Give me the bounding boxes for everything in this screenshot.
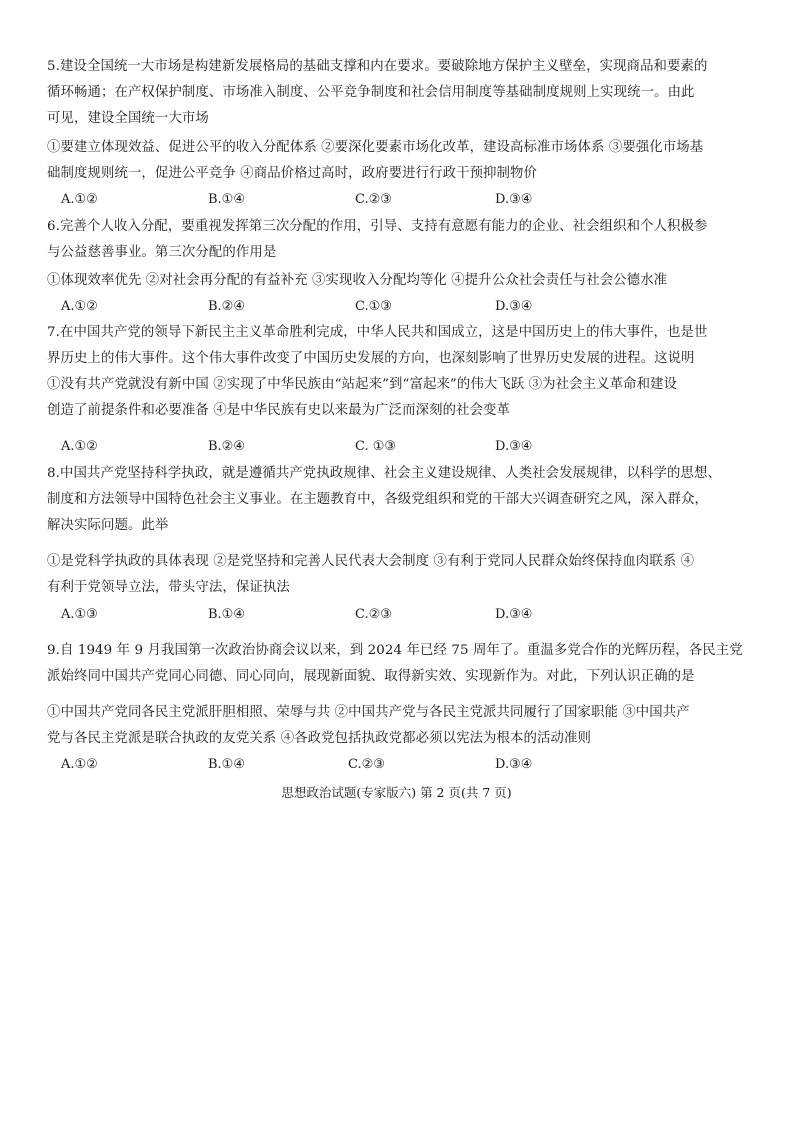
option-b: B.①④ [208, 607, 245, 622]
option-a: A.①③ [61, 607, 98, 622]
option-c: C.①③ [355, 299, 392, 314]
question-text: 界历史上的伟大事件。这个伟大事件改变了中国历史发展的方向，也深刻影响了世界历史发展的进程。这说明 [47, 351, 695, 366]
question-text: 解决实际问题。此举 [47, 518, 169, 533]
question-text: 制度和方法领导中国特色社会主义事业。在主题教育中，各级党组织和党的干部大兴调查研究之风，深入群众， [47, 492, 709, 507]
question-text: 9.自 1949 年 9 月我国第一次政治协商会议以来，到 2024 年已经 75 周年了。重温多党合作的光辉历程，各民主党 [47, 643, 743, 658]
question-9 [47, 638, 759, 772]
option-a: A.①② [61, 757, 98, 772]
page-footer: 思想政治试题(专家版六) 第 2 页(共 7 页) [281, 785, 512, 800]
question-text: 5.建设全国统一大市场是构建新发展格局的基础支撑和内在要求。要破除地方保护主义壁垒，实现商品和要素的 [47, 59, 708, 74]
answer-options [47, 434, 647, 460]
option-b: B.①④ [208, 757, 245, 772]
option-a: A.①② [61, 439, 98, 454]
option-c: C.②③ [348, 757, 385, 772]
option-d: D.③④ [495, 299, 533, 314]
statement-list: ①没有共产党就没有新中国 ②实现了中华民族由“站起来”到“富起来”的伟大飞跃 ③为社会主义革命和建设 [47, 377, 678, 392]
question-text: 6.完善个人收入分配，要重视发挥第三次分配的作用，引导、支持有意愿有能力的企业、社会组织和个人积极参 [47, 219, 708, 234]
question-text: 8.中国共产党坚持科学执政，就是遵循共产党执政规律、社会主义建设规律、人类社会发展规律，以科学的思想、 [47, 466, 722, 481]
option-d: D.③④ [495, 192, 533, 207]
question-5 [47, 54, 759, 207]
question-text: 可见，建设全国统一大市场 [47, 111, 209, 126]
statement-list: ①要建立体现效益、促进公平的收入分配体系 ②要深化要素市场化改革，建设高标准市场体系 ③要强化市场基 [47, 140, 704, 155]
statement-list: ①体现效率优先 ②对社会再分配的有益补充 ③实现收入分配均等化 ④提升公众社会责任与社会公德水准 [47, 273, 668, 288]
option-c: C. ①③ [355, 439, 397, 454]
option-c: C.②③ [355, 192, 392, 207]
option-d: D.③④ [495, 439, 533, 454]
question-8 [47, 461, 759, 622]
option-b: B.②④ [208, 299, 245, 314]
answer-options [47, 752, 647, 778]
option-d: D.③④ [495, 757, 533, 772]
statement-list: 有利于党领导立法，带头守法，保证执法 [47, 580, 290, 595]
option-c: C.②③ [355, 607, 392, 622]
question-text: 派始终同中国共产党同心同德、同心同向，展现新面貌、取得新实效、实现新作为。对此，下列认识正确的是 [47, 669, 695, 684]
statement-list: 党与各民主党派是联合执政的友党关系 ④各政党包括执政党都必须以宪法为根本的活动准则 [47, 731, 591, 746]
option-a: A.①② [61, 299, 98, 314]
statement-list: ①是党科学执政的具体表现 ②是党坚持和完善人民代表大会制度 ③有利于党同人民群众始终保持血肉联系 ④ [47, 554, 695, 569]
option-a: A.①② [61, 192, 98, 207]
statement-list: ①中国共产党同各民主党派肝胆相照、荣辱与共 ②中国共产党与各民主党派共同履行了国家职能 ③中国共产 [47, 705, 690, 720]
question-7 [47, 320, 759, 454]
option-b: B.②④ [208, 439, 245, 454]
answer-options [47, 602, 647, 628]
option-d: D.③④ [495, 607, 533, 622]
question-6 [47, 214, 759, 314]
question-text: 7.在中国共产党的领导下新民主主义革命胜利完成，中华人民共和国成立，这是中国历史上的伟大事件，也是世 [47, 325, 708, 340]
answer-options [47, 294, 647, 320]
answer-options [47, 187, 647, 213]
statement-list: 创造了前提条件和必要准备 ④是中华民族有史以来最为广泛而深刻的社会变革 [47, 403, 511, 418]
statement-list: 础制度规则统一，促进公平竞争 ④商品价格过高时，政府要进行行政干预抑制物价 [47, 166, 538, 181]
option-b: B.①④ [208, 192, 245, 207]
question-text: 与公益慈善事业。第三次分配的作用是 [47, 245, 277, 260]
question-text: 循环畅通；在产权保护制度、市场准入制度、公平竞争制度和社会信用制度等基础制度规则上实现统一。由此 [47, 85, 695, 100]
